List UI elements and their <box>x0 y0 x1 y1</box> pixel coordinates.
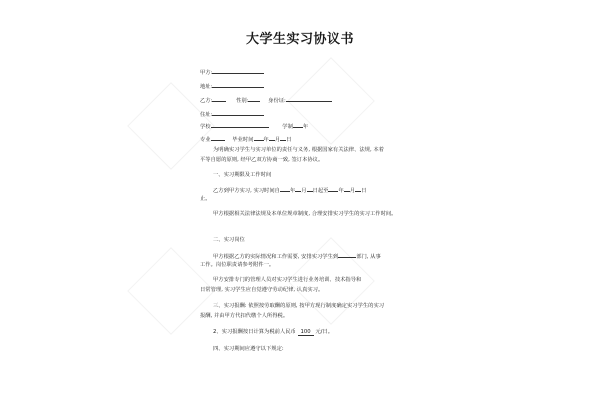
section-2-title: 二、实习岗位 <box>213 237 245 243</box>
daily-rate-amount: 100 <box>298 329 314 336</box>
section-1-title: 一、实习期限及工作时间 <box>213 172 272 178</box>
section-3-rate-line: 2、实习报酬按日计算为税前人民币 100 元/日。 <box>213 329 334 335</box>
section-1-work-hours: 甲方根据相关法律法规及本单位规章制度, 合理安排实习学生的实习工作时间。 <box>213 211 397 217</box>
intro-paragraph-line-1: 为明确实习学生与实习单位的责任与义务, 根据国家有关法律、法规, 本着 <box>213 147 384 153</box>
school-line: 学校 学制 年 <box>200 124 309 130</box>
section-1-period-line: 乙方到甲方实习, 实习时间自 年 月 日起至 年 月 日 <box>213 188 367 194</box>
section-4-title: 四、实习期间应遵守以下规定: <box>213 346 284 352</box>
section-2-position-line-2: 工作。岗位职责请参考附件一。 <box>200 262 275 268</box>
address-line: 地址: <box>200 82 264 91</box>
document-title: 大学生实习协议书 <box>245 32 354 47</box>
section-2-position-line: 甲方根据乙方的实际情况和工作需要, 安排实习学生到 部门, 从事 <box>213 254 381 260</box>
residence-line: 住址: <box>200 110 264 119</box>
section-3-title-line-2: 报酬, 并由甲方代扣代缴个人所得税。 <box>200 313 289 319</box>
section-3-title: 三、实习报酬: 依照按劳取酬的原则, 按甲方现行制度确定实习学生的实习 <box>213 303 385 309</box>
section-1-period-end: 止。 <box>200 196 211 202</box>
major-line: 专业 毕业时间 年 月 日 <box>200 137 292 143</box>
section-2-training-line-2: 日常管理, 实习学生应自觉遵守劳动纪律, 认真实习。 <box>200 287 324 293</box>
party-a-line: 甲方: <box>200 68 264 77</box>
section-2-training-line: 甲方安排专门的管理人员对实习学生进行业务培训、技术指导和 <box>213 277 362 283</box>
party-b-line: 乙方: 性别: 身份证: <box>200 96 332 105</box>
intro-paragraph-line-2: 平等自愿的原则, 经甲乙双方协商一致, 签订本协议。 <box>200 157 324 163</box>
